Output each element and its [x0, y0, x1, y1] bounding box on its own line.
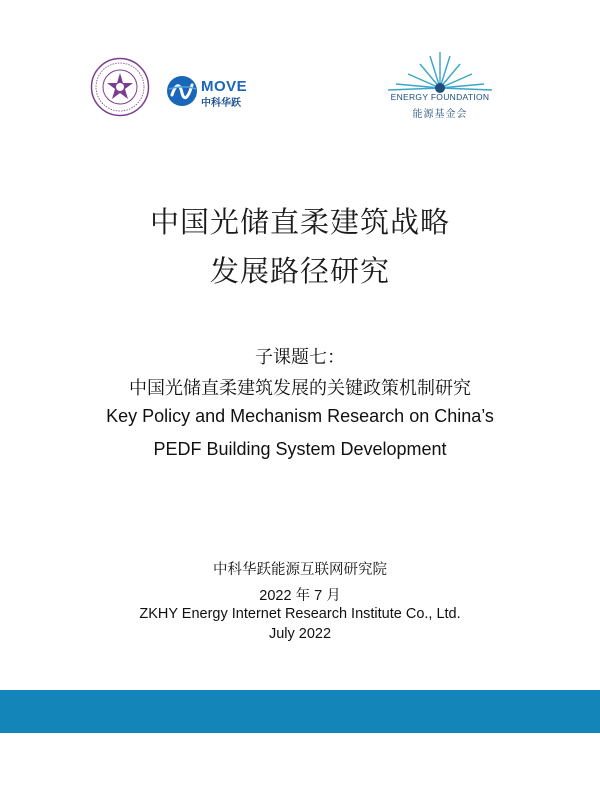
main-title-line1: 中国光储直柔建筑战略 [149, 205, 450, 239]
energy-foundation-name: ENERGY FOUNDATION [390, 92, 490, 102]
institution-en-name: ZKHY Energy Internet Research Institute Co., Ltd. [139, 606, 461, 622]
main-title-line2: 发展路径研究 [209, 254, 390, 288]
starburst-icon [384, 50, 496, 94]
tsinghua-seal-logo [90, 57, 150, 117]
move-logo [166, 75, 256, 109]
move-wordmark: MOVE [201, 78, 248, 95]
energy-foundation-logo [384, 50, 496, 120]
subtopic-cn-title: 中国光储直柔建筑发展的关键政策机制研究 [129, 378, 471, 399]
move-mark-icon [166, 75, 198, 107]
subtopic-en-title-line1: Key Policy and Mechanism Research on China’s [106, 406, 494, 426]
institution-en-date: July 2022 [268, 626, 332, 642]
move-cn-name: 中科华跃 [201, 98, 241, 109]
footer-color-bar [0, 690, 600, 733]
subtopic-en-title-line2: PEDF Building System Development [153, 439, 447, 459]
institution-cn-name: 中科华跃能源互联网研究院 [213, 562, 387, 578]
energy-foundation-cn-name: 能源基金会 [412, 109, 468, 120]
institution-cn-date: 2022 年 7 月 [259, 588, 341, 604]
tsinghua-seal-icon [90, 57, 150, 117]
subtopic-label: 子课题七： [255, 347, 345, 368]
